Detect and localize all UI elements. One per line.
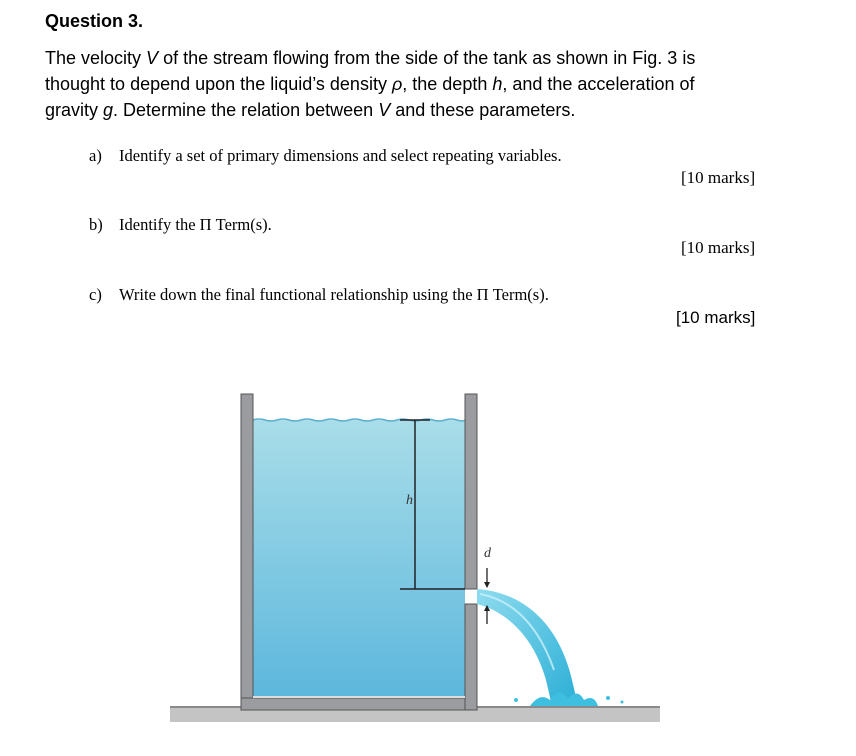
part-label: b) (89, 215, 103, 234)
intro-text: . Determine the relation between (113, 100, 379, 120)
symbol-g: g (103, 100, 114, 120)
intro-text: thought to depend upon the liquid’s density (45, 74, 392, 94)
water-jet (477, 589, 578, 706)
tank-bottom (241, 698, 477, 710)
intro-text: The velocity (45, 48, 147, 68)
tank-figure (160, 380, 670, 745)
question-title: Question 3. (45, 11, 144, 31)
part-text: Identify a set of primary dimensions and select repeating variables. (119, 146, 562, 165)
part-a-marks: [10 marks] (681, 168, 756, 187)
intro-text: , the depth (402, 74, 493, 94)
splash-drop (621, 701, 624, 704)
splash-drop (514, 698, 518, 702)
d-arrowhead-top (484, 582, 490, 588)
tank-right-wall-lower (465, 604, 477, 710)
h-label: h (406, 493, 413, 508)
part-b (89, 215, 272, 235)
intro-line-3 (45, 100, 575, 121)
symbol-rho: ρ (391, 74, 403, 94)
intro-text: gravity (45, 100, 104, 120)
part-c-marks: [10 marks] (676, 308, 756, 327)
splash-drop (606, 696, 610, 700)
part-text: Write down the final functional relationship using the Π Term(s). (119, 285, 549, 304)
symbol-V: V (378, 100, 391, 120)
part-b-marks: [10 marks] (681, 238, 756, 257)
part-text: Identify the Π Term(s). (119, 215, 272, 234)
splash (530, 692, 598, 706)
intro-line-2 (45, 74, 695, 95)
tank-inner-bottom (253, 696, 465, 698)
intro-line-1 (45, 48, 695, 69)
part-a (89, 146, 562, 166)
intro-text: of the stream flowing from the side of the tank as shown in Fig. 3 is (158, 48, 696, 68)
part-label: a) (89, 146, 102, 165)
part-label: c) (89, 285, 102, 304)
symbol-V: V (146, 48, 159, 68)
intro-text: and these parameters. (390, 100, 576, 120)
tank-left-wall (241, 394, 253, 710)
intro-text: , and the acceleration of (502, 74, 695, 94)
d-label: d (484, 546, 491, 561)
part-c (89, 285, 549, 305)
symbol-h: h (492, 74, 503, 94)
tank-right-wall-upper (465, 394, 477, 589)
tank-water (253, 420, 465, 706)
